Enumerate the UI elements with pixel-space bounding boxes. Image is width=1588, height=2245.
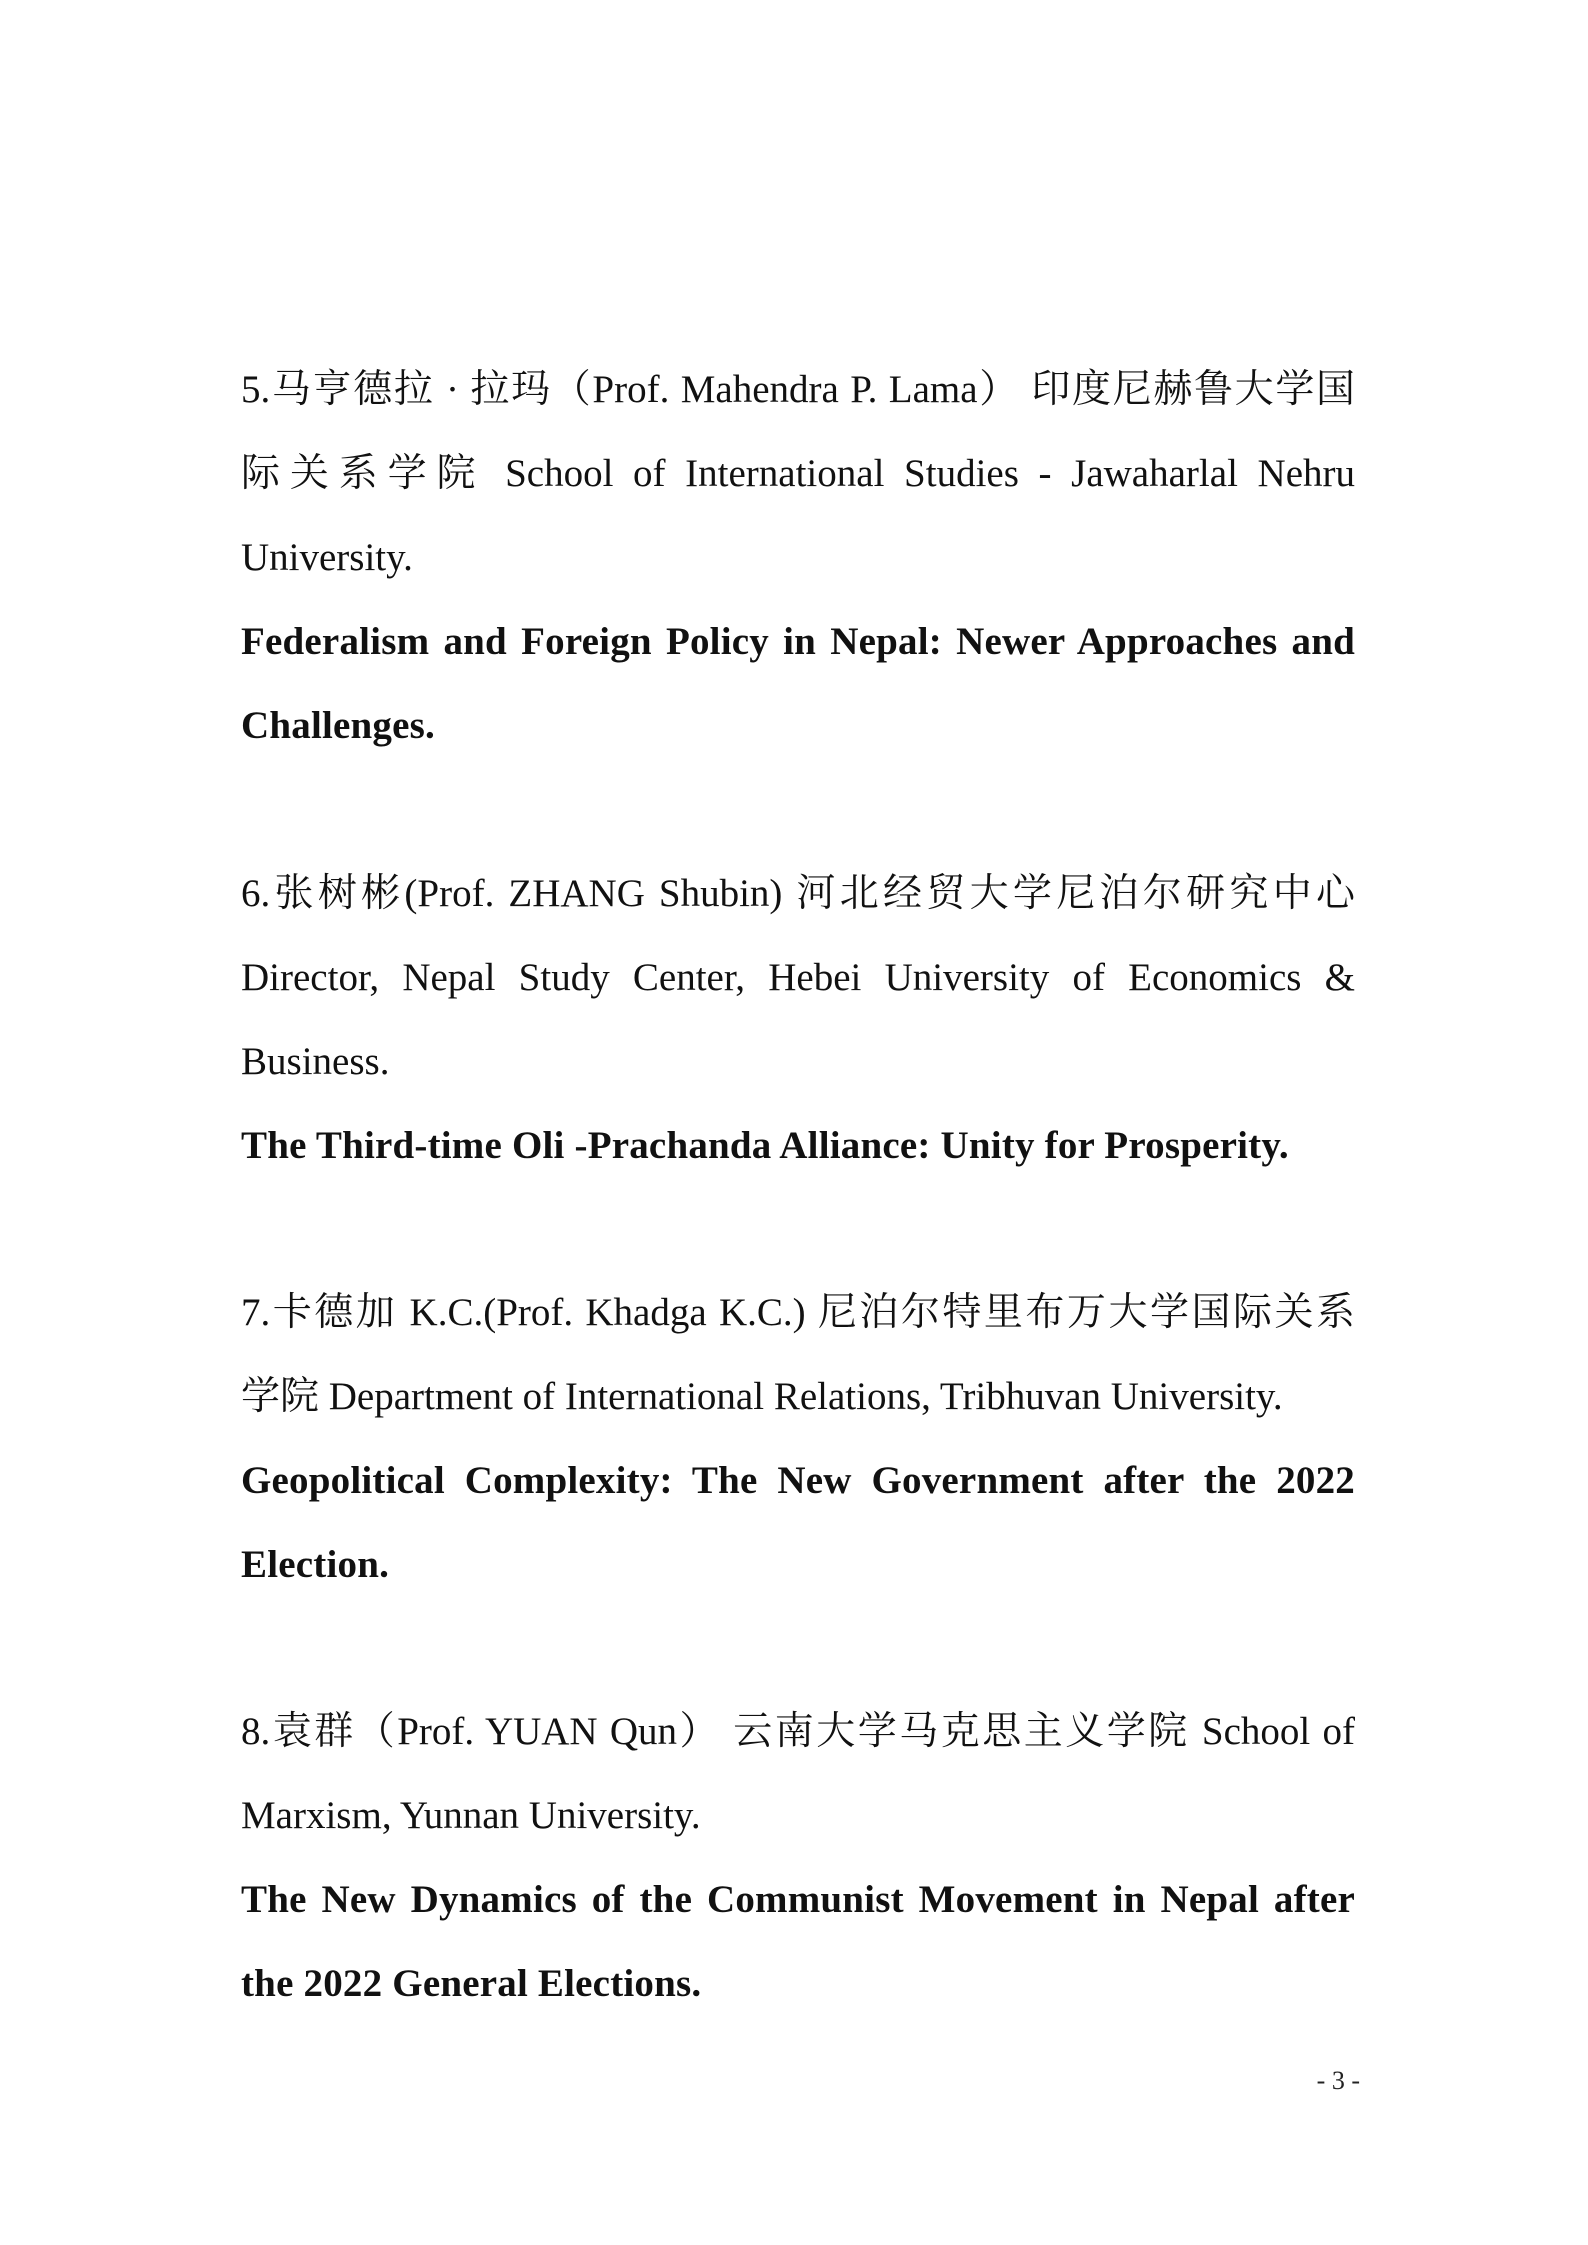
speaker-affiliation-line: 5.马亨德拉 · 拉玛（Prof. Mahendra P. Lama） 印度尼赫鲁大学国: [241, 368, 1355, 411]
talk-title-line: the 2022 General Elections.: [241, 1962, 702, 2005]
speaker-entry-6: [241, 852, 1355, 1188]
talk-title-line: Challenges.: [241, 704, 435, 747]
speaker-affiliation-line: 6.张树彬(Prof. ZHANG Shubin) 河北经贸大学尼泊尔研究中心: [241, 872, 1355, 915]
speaker-entry-5: [241, 348, 1355, 768]
speaker-entry-7: [241, 1271, 1355, 1607]
speaker-affiliation-line: 际关系学院 School of International Studies - Jawaharlal Nehru: [241, 452, 1355, 495]
speaker-affiliation-line: 8.袁群（Prof. YUAN Qun） 云南大学马克思主义学院 School of: [241, 1710, 1355, 1753]
speaker-affiliation-line: Director, Nepal Study Center, Hebei University of Economics &: [241, 956, 1355, 999]
talk-title-line: The New Dynamics of the Communist Movement in Nepal after: [241, 1878, 1355, 1921]
speaker-affiliation-line: Marxism, Yunnan University.: [241, 1794, 701, 1837]
speaker-affiliation-line: University.: [241, 536, 413, 579]
speaker-affiliation-line: 学院 Department of International Relations, Tribhuvan University.: [241, 1375, 1283, 1418]
speaker-affiliation-line: 7.卡德加 K.C.(Prof. Khadga K.C.) 尼泊尔特里布万大学国际关系: [241, 1291, 1355, 1334]
talk-title-line: The Third-time Oli -Prachanda Alliance: Unity for Prosperity.: [241, 1124, 1289, 1167]
speaker-affiliation-line: Business.: [241, 1040, 390, 1083]
talk-title-line: Geopolitical Complexity: The New Government after the 2022: [241, 1459, 1355, 1502]
talk-title-line: Federalism and Foreign Policy in Nepal: Newer Approaches and: [241, 620, 1355, 663]
talk-title-line: Election.: [241, 1543, 390, 1586]
page-number: - 3 -: [1316, 2066, 1360, 2095]
speaker-entry-8: [241, 1690, 1355, 2026]
